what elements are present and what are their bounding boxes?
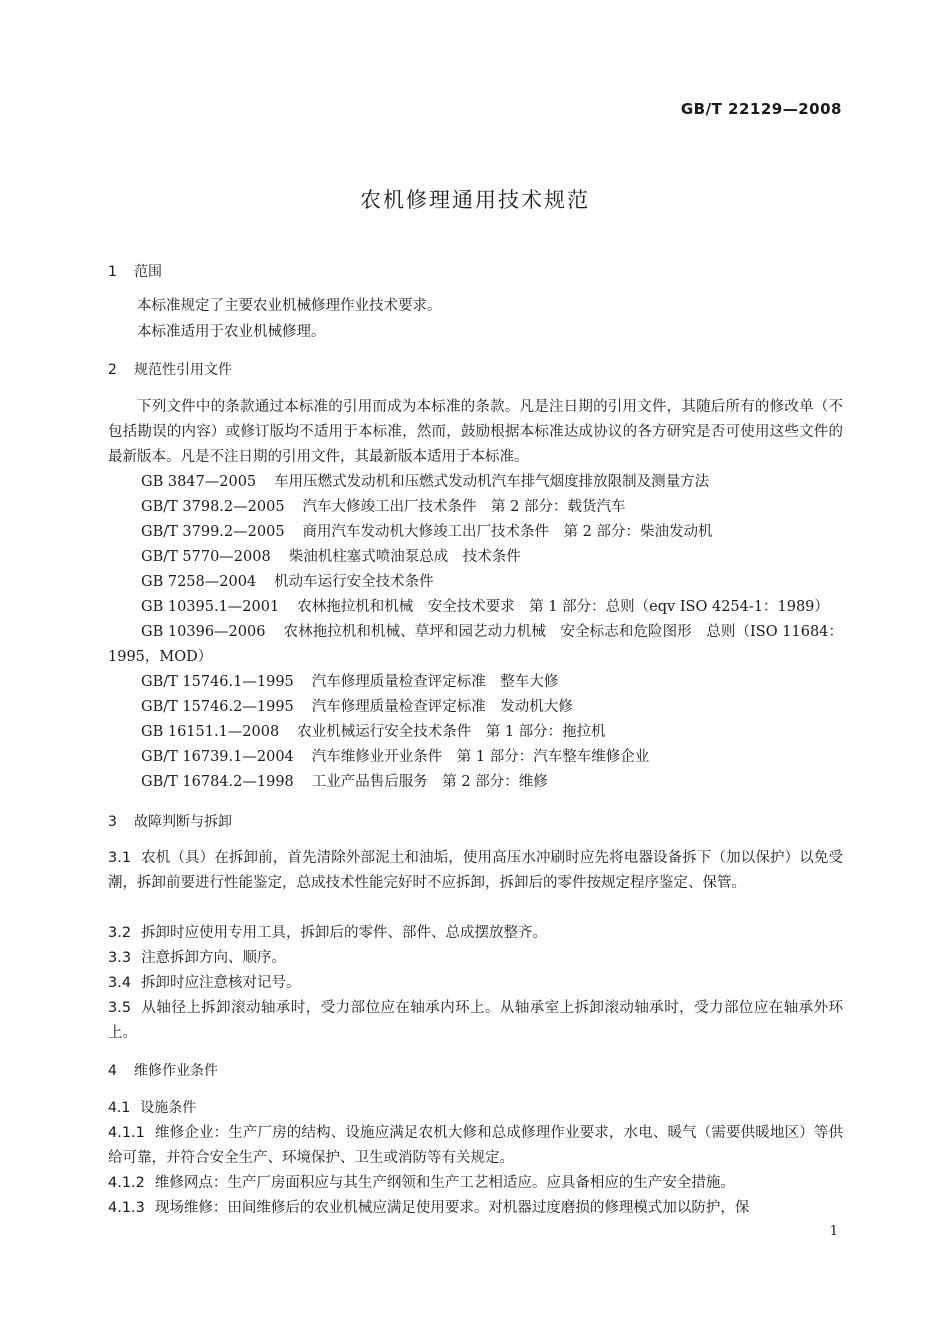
clause-text: 拆卸时应注意核对记号。 xyxy=(141,975,301,991)
clause-number: 4.1.1 xyxy=(108,1125,145,1141)
clause-text: 农机（具）在拆卸前，首先清除外部泥土和油垢，使用高压水冲刷时应先将电器设备拆下（加以保护）以免受潮，拆卸前要进行性能鉴定，总成技术性能完好时不应拆卸，拆卸后的零件按规定程序鉴定、保管。 xyxy=(108,850,843,891)
reference-title: 汽车维修业开业条件 第 1 部分：汽车整车维修企业 xyxy=(311,749,650,765)
clause-4-1-2 xyxy=(108,1171,843,1196)
page-number: 1 xyxy=(829,1224,838,1239)
clause-number: 3.2 xyxy=(108,925,132,941)
reference-title: 柴油机柱塞式喷油泵总成 技术条件 xyxy=(288,549,521,565)
reference-item xyxy=(141,520,713,545)
standard-code: GB/T 22129—2008 xyxy=(680,100,842,118)
section-3-heading xyxy=(108,812,232,832)
section-number: 2 xyxy=(108,362,117,378)
reference-item xyxy=(141,695,573,720)
subsection-4-1-heading xyxy=(108,1098,196,1118)
clause-number: 3.4 xyxy=(108,975,132,991)
reference-code: GB/T 15746.2—1995 xyxy=(141,699,294,715)
reference-title: 工业产品售后服务 第 2 部分：维修 xyxy=(311,774,548,790)
reference-item xyxy=(141,545,521,570)
clause-3-3 xyxy=(108,946,843,971)
scope-paragraph-2: 本标准适用于农业机械修理。 xyxy=(137,324,326,340)
clause-3-1 xyxy=(108,846,843,896)
section-1-heading xyxy=(108,262,162,282)
clause-text: 维修企业：生产厂房的结构、设施应满足农机大修和总成修理作业要求，水电、暖气（需要供暖地区）等供给可靠，并符合安全生产、环境保护、卫生或消防等有关规定。 xyxy=(108,1125,843,1166)
reference-code: GB/T 15746.1—1995 xyxy=(141,674,294,690)
clause-text: 拆卸时应使用专用工具，拆卸后的零件、部件、总成摆放整齐。 xyxy=(141,925,548,941)
reference-title: 农林拖拉机和机械、草坪和园艺动力机械 安全标志和危险图形 总则（ISO 11684：1995，MOD） xyxy=(108,624,843,665)
clause-3-4 xyxy=(108,971,843,996)
reference-code: GB 10396—2006 xyxy=(141,624,266,640)
section-title: 维修作业条件 xyxy=(134,1063,218,1079)
clause-number: 3.1 xyxy=(108,850,132,866)
reference-code: GB 16151.1—2008 xyxy=(141,724,280,740)
clause-3-5 xyxy=(108,996,843,1046)
reference-title: 商用汽车发动机大修竣工出厂技术条件 第 2 部分：柴油发动机 xyxy=(302,524,713,540)
reference-item xyxy=(141,720,606,745)
reference-item xyxy=(141,570,434,595)
reference-code: GB 7258—2004 xyxy=(141,574,257,590)
reference-code: GB/T 16739.1—2004 xyxy=(141,749,294,765)
reference-code: GB 3847—2005 xyxy=(141,474,257,490)
reference-item xyxy=(141,745,649,770)
section-number: 4 xyxy=(108,1063,117,1079)
reference-title: 汽车修理质量检查评定标准 发动机大修 xyxy=(311,699,573,715)
section-number: 1 xyxy=(108,264,117,280)
reference-item xyxy=(141,595,829,620)
reference-item xyxy=(108,620,843,670)
section-2-heading xyxy=(108,360,232,380)
clause-4-1-1 xyxy=(108,1121,843,1171)
section-title: 范围 xyxy=(134,264,162,280)
clause-4-1-3 xyxy=(108,1196,843,1221)
reference-title: 车用压燃式发动机和压燃式发动机汽车排气烟度排放限制及测量方法 xyxy=(274,474,710,490)
clause-number: 3.3 xyxy=(108,950,132,966)
reference-code: GB/T 5770—2008 xyxy=(141,549,271,565)
reference-code: GB/T 3798.2—2005 xyxy=(141,499,285,515)
section-title: 规范性引用文件 xyxy=(134,362,232,378)
reference-title: 农林拖拉机和机械 安全技术要求 第 1 部分：总则（eqv ISO 4254-1：1989） xyxy=(297,599,829,615)
clause-text: 维修网点：生产厂房面积应与其生产纲领和生产工艺相适应。应具备相应的生产安全措施。 xyxy=(154,1175,735,1191)
reference-item xyxy=(141,670,558,695)
clause-text: 从轴径上拆卸滚动轴承时，受力部位应在轴承内环上。从轴承室上拆卸滚动轴承时，受力部位应在轴承外环上。 xyxy=(108,1000,843,1041)
scope-paragraph-1: 本标准规定了主要农业机械修理作业技术要求。 xyxy=(137,298,442,314)
references-intro: 下列文件中的条款通过本标准的引用而成为本标准的条款。凡是注日期的引用文件，其随后所有的修改单（不包括勘误的内容）或修订版均不适用于本标准，然而，鼓励根据本标准达成协议的各方研究是否可使用这些文件的最新版本。凡是不注日期的引用文件，其最新版本适用于本标准。 xyxy=(108,399,843,465)
clause-text: 现场维修：田间维修后的农业机械应满足使用要求。对机器过度磨损的修理模式加以防护，保 xyxy=(154,1200,750,1216)
reference-code: GB/T 3799.2—2005 xyxy=(141,524,285,540)
section-4-heading xyxy=(108,1061,218,1081)
reference-code: GB 10395.1—2001 xyxy=(141,599,280,615)
reference-item xyxy=(141,770,548,795)
clause-number: 4.1.2 xyxy=(108,1175,145,1191)
reference-title: 汽车大修竣工出厂技术条件 第 2 部分：载货汽车 xyxy=(302,499,626,515)
clause-3-2 xyxy=(108,921,843,946)
clause-number: 4.1 xyxy=(108,1100,131,1116)
subsection-title: 设施条件 xyxy=(140,1100,197,1116)
reference-title: 汽车修理质量检查评定标准 整车大修 xyxy=(311,674,559,690)
reference-item xyxy=(141,470,709,495)
reference-title: 机动车运行安全技术条件 xyxy=(274,574,434,590)
clause-text: 注意拆卸方向、顺序。 xyxy=(141,950,287,966)
reference-code: GB/T 16784.2—1998 xyxy=(141,774,294,790)
section-number: 3 xyxy=(108,814,117,830)
reference-item xyxy=(141,495,626,520)
clause-number: 4.1.3 xyxy=(108,1200,145,1216)
reference-title: 农业机械运行安全技术条件 第 1 部分：拖拉机 xyxy=(297,724,606,740)
document-title: 农机修理通用技术规范 xyxy=(360,188,590,212)
section-title: 故障判断与拆卸 xyxy=(134,814,232,830)
clause-number: 3.5 xyxy=(108,1000,132,1016)
